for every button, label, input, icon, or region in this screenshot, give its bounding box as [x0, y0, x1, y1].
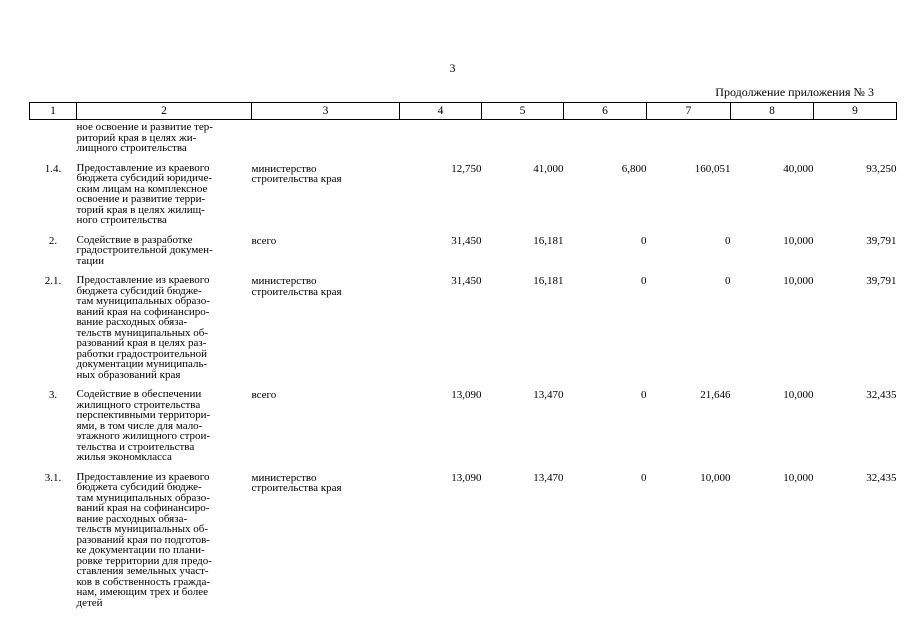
executor — [252, 120, 400, 163]
value-cell: 6,800 — [621, 162, 647, 175]
column-header: 3 — [252, 103, 400, 120]
executor-line: строительства края — [251, 285, 342, 298]
executor-line: всего — [251, 389, 277, 401]
activity-name — [77, 120, 252, 163]
value-cell: 13,090 — [451, 389, 482, 401]
activity-name-line: бюджета субсидий юридиче- — [76, 172, 213, 184]
activity-name-line: разований края в целях раз- — [76, 337, 207, 349]
column-header: 1 — [30, 103, 77, 120]
column-header: 7 — [647, 103, 731, 120]
row-number: 2.1. — [44, 275, 62, 287]
value-cell: 0 — [641, 389, 647, 401]
continuation-title: Продолжение приложения № 3 — [715, 85, 874, 99]
executor-line: министерство — [251, 471, 317, 484]
activity-name-line: там муниципальных образо- — [76, 491, 210, 504]
value-cell: 13,090 — [451, 471, 482, 484]
value-cell: 10,000 — [783, 471, 814, 484]
value-cell: 32,435 — [866, 389, 897, 401]
executor — [252, 472, 400, 618]
executor-line: министерство — [251, 275, 317, 287]
row-number — [30, 120, 77, 163]
table-row — [30, 472, 897, 618]
activity-name-line: бюджета субсидий бюдже- — [76, 284, 202, 297]
activity-name — [77, 389, 252, 472]
activity-name-line: ями, в том числе для мало- — [76, 419, 203, 432]
value-cell: 10,000 — [783, 275, 814, 287]
value-cell: 41,000 — [533, 162, 564, 175]
activity-name-line: Предоставление из краевого — [76, 274, 210, 286]
executor — [252, 389, 400, 472]
column-header: 9 — [814, 103, 897, 120]
activity-name-line: тельств муниципальных об- — [76, 326, 208, 339]
header-row — [30, 103, 897, 120]
activity-name-line: Предоставление из краевого — [76, 470, 210, 483]
value-cell: 0 — [641, 471, 647, 484]
table-body — [30, 120, 897, 618]
activity-name-line: ке документации по плани- — [76, 544, 205, 556]
activity-name-line: детей — [76, 596, 103, 609]
activity-name-line: тации — [76, 254, 104, 267]
activity-name-line: вание расходных обяза- — [76, 316, 188, 328]
executor-line: строительства края — [251, 482, 342, 494]
activity-name-line: бюджета субсидий бюдже- — [76, 481, 202, 493]
activity-name-line: ским лицам на комплексное — [76, 182, 208, 195]
activity-name-line: ков в собственность граждa- — [76, 575, 210, 588]
activity-name-line: работки градостроительной — [76, 347, 208, 360]
value-cell: 13,470 — [533, 389, 564, 401]
value-cell: 12,750 — [451, 162, 482, 175]
column-header: 5 — [482, 103, 564, 120]
column-header: 6 — [564, 103, 647, 120]
row-number: 3.1. — [44, 471, 62, 484]
executor — [252, 275, 400, 389]
value-cell: 10,000 — [783, 389, 814, 401]
column-header: 2 — [77, 103, 252, 120]
column-header: 8 — [731, 103, 814, 120]
activity-name-line: риторий края в целях жи- — [76, 131, 197, 144]
activity-name-line: Содействие в разработке — [76, 233, 193, 246]
executor — [252, 163, 400, 235]
activity-name-line: торий края в целях жилищ- — [76, 203, 205, 216]
activity-name-line: ставления земельных участ- — [76, 565, 209, 577]
program-table — [29, 102, 897, 617]
activity-name-line: освоение и развитие терри- — [76, 193, 206, 205]
value-cell: 39,791 — [866, 234, 897, 247]
value-cell: 0 — [725, 234, 731, 247]
value-cell: 31,450 — [451, 275, 482, 287]
value-cell: 93,250 — [866, 162, 897, 175]
value-cell: 0 — [641, 275, 647, 287]
table-row — [30, 389, 897, 472]
activity-name-line: там муниципальных образо- — [76, 295, 210, 307]
activity-name-line: тельства и строительства — [76, 440, 195, 453]
activity-name-line: ных образований края — [76, 368, 181, 381]
row-number: 1.4. — [44, 162, 62, 175]
activity-name-line: вание расходных обяза- — [76, 512, 188, 525]
value-cell: 13,470 — [533, 471, 564, 484]
executor-line: министерство — [251, 162, 317, 175]
value-cell — [564, 120, 647, 163]
activity-name-line: жилищного строительства — [76, 398, 201, 411]
activity-name-line: ваний края на софинансиро- — [76, 305, 210, 318]
value-cell: 10,000 — [783, 234, 814, 247]
value-cell: 16,181 — [533, 234, 564, 247]
activity-name-line: лищного строительства — [76, 142, 187, 154]
activity-name-line: ное освоение и развитие тер- — [76, 121, 213, 133]
executor-line: строительства края — [251, 173, 342, 185]
row-number: 3. — [48, 389, 58, 401]
page-number: 3 — [449, 61, 456, 75]
activity-name-line: нам, имеющим трех и более — [76, 586, 209, 598]
activity-name-line: ваний края на софинансиро- — [76, 502, 210, 514]
activity-name-line: Предоставление из краевого — [76, 161, 210, 174]
value-cell — [400, 120, 482, 163]
table-row — [30, 275, 897, 389]
activity-name-line: перспективными территори- — [76, 409, 211, 421]
activity-name-line: этажного жилищного строи- — [76, 430, 211, 442]
value-cell: 160,051 — [694, 162, 731, 175]
value-cell — [482, 120, 564, 163]
activity-name — [77, 235, 252, 276]
activity-name — [77, 275, 252, 389]
activity-name-line: тельств муниципальных об- — [76, 523, 208, 535]
value-cell: 0 — [641, 234, 647, 247]
activity-name — [77, 163, 252, 235]
value-cell: 31,450 — [451, 234, 482, 247]
table-row — [30, 163, 897, 235]
value-cell: 10,000 — [700, 471, 731, 484]
value-cell: 0 — [725, 275, 731, 287]
value-cell: 32,435 — [866, 471, 897, 484]
value-cell: 16,181 — [533, 275, 564, 287]
activity-name-line: ного строительства — [76, 214, 167, 226]
value-cell: 40,000 — [783, 162, 814, 175]
activity-name-line: градостроительной докумен- — [76, 244, 213, 256]
activity-name-line: документации муниципаль- — [76, 358, 208, 370]
value-cell: 39,791 — [866, 275, 897, 287]
activity-name — [77, 472, 252, 618]
activity-name-line: разований края по подготов- — [76, 533, 210, 546]
value-cell: 21,646 — [700, 389, 731, 401]
value-cell — [731, 120, 814, 163]
activity-name-line: Содействие в обеспечении — [76, 388, 202, 400]
executor-line: всего — [251, 234, 277, 247]
column-header: 4 — [400, 103, 482, 120]
table-row — [30, 120, 897, 163]
row-number: 2. — [48, 234, 58, 247]
value-cell — [647, 120, 731, 163]
value-cell — [814, 120, 897, 163]
executor — [252, 235, 400, 276]
activity-name-line: ровке территории для предо- — [76, 554, 212, 567]
table-row — [30, 235, 897, 276]
activity-name-line: жилья экономкласса — [76, 451, 172, 463]
